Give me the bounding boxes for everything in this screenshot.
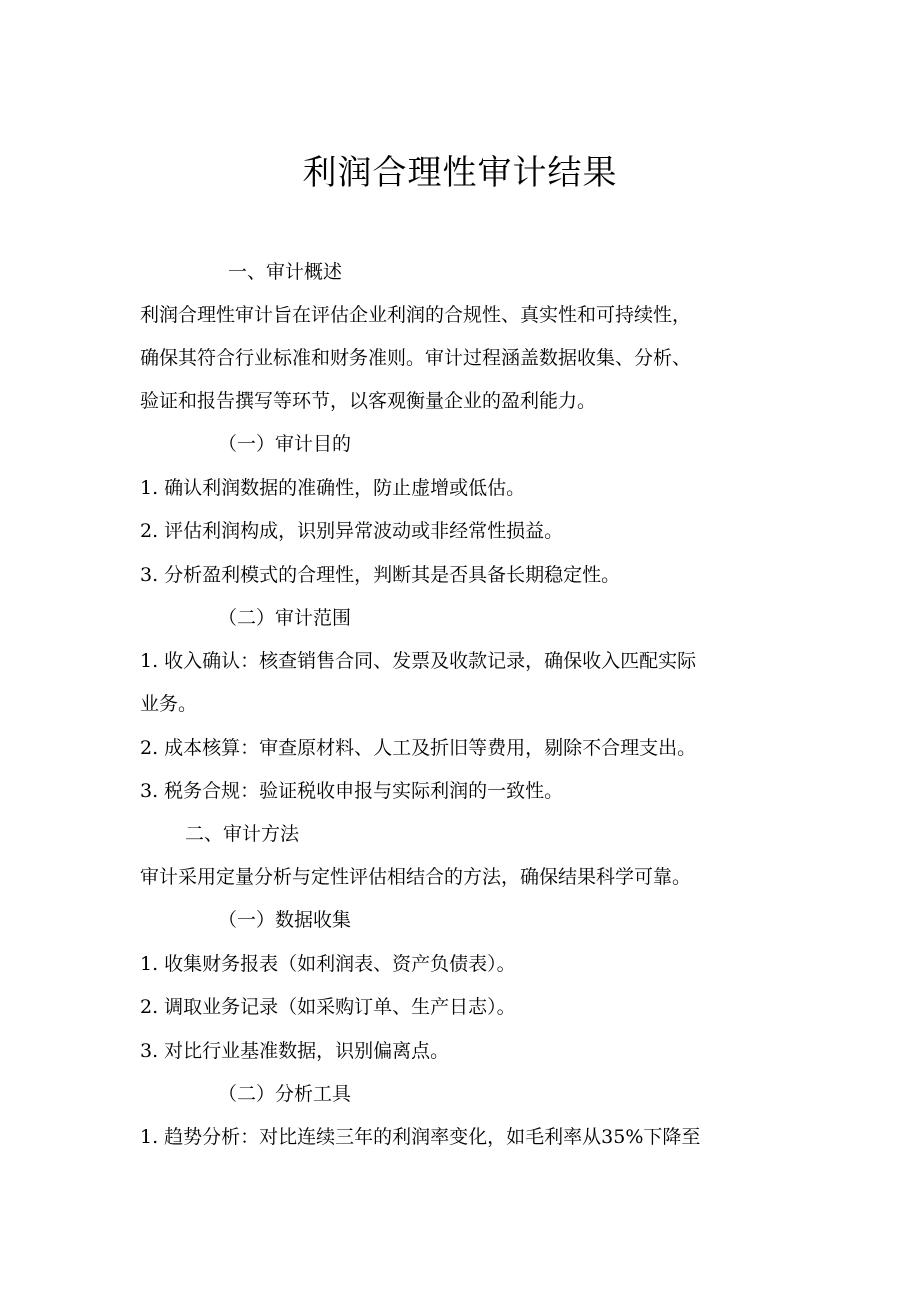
list-item: 3. 分析盈利模式的合理性，判断其是否具备长期稳定性。 (140, 564, 621, 586)
list-item: 3. 税务合规：验证税收申报与实际利润的一致性。 (140, 780, 564, 802)
list-item: 3. 对比行业基准数据，识别偏离点。 (140, 1040, 450, 1062)
list-item-continuation: 业务。 (140, 693, 198, 715)
subsection-heading-scope: （二）审计范围 (218, 607, 352, 629)
document-title: 利润合理性审计结果 (302, 153, 618, 193)
subsection-heading-purpose: （一）审计目的 (218, 433, 352, 455)
paragraph-line: 利润合理性审计旨在评估企业利润的合规性、真实性和可持续性， (140, 304, 692, 326)
subsection-heading-data-collection: （一）数据收集 (218, 909, 352, 931)
list-item: 1. 收集财务报表（如利润表、资产负债表）。 (140, 953, 516, 975)
paragraph-line: 确保其符合行业标准和财务准则。审计过程涵盖数据收集、分析、 (140, 347, 692, 369)
list-item: 1. 收入确认：核查销售合同、发票及收款记录，确保收入匹配实际 (140, 650, 697, 672)
paragraph-line: 验证和报告撰写等环节，以客观衡量企业的盈利能力。 (140, 390, 597, 412)
paragraph-line: 审计采用定量分析与定性评估相结合的方法，确保结果科学可靠。 (140, 866, 692, 888)
list-item: 2. 成本核算：审查原材料、人工及折旧等费用，剔除不合理支出。 (140, 737, 697, 759)
list-item: 1. 确认利润数据的准确性，防止虚增或低估。 (140, 477, 526, 499)
section-heading-method: 二、审计方法 (185, 823, 300, 845)
list-item: 2. 评估利润构成，识别异常波动或非经常性损益。 (140, 520, 564, 542)
list-item: 2. 调取业务记录（如采购订单、生产日志）。 (140, 996, 516, 1018)
section-heading-overview: 一、审计概述 (228, 261, 343, 283)
list-item: 1. 趋势分析：对比连续三年的利润率变化，如毛利率从35%下降至 (140, 1126, 701, 1148)
subsection-heading-analysis-tools: （二）分析工具 (218, 1083, 352, 1105)
